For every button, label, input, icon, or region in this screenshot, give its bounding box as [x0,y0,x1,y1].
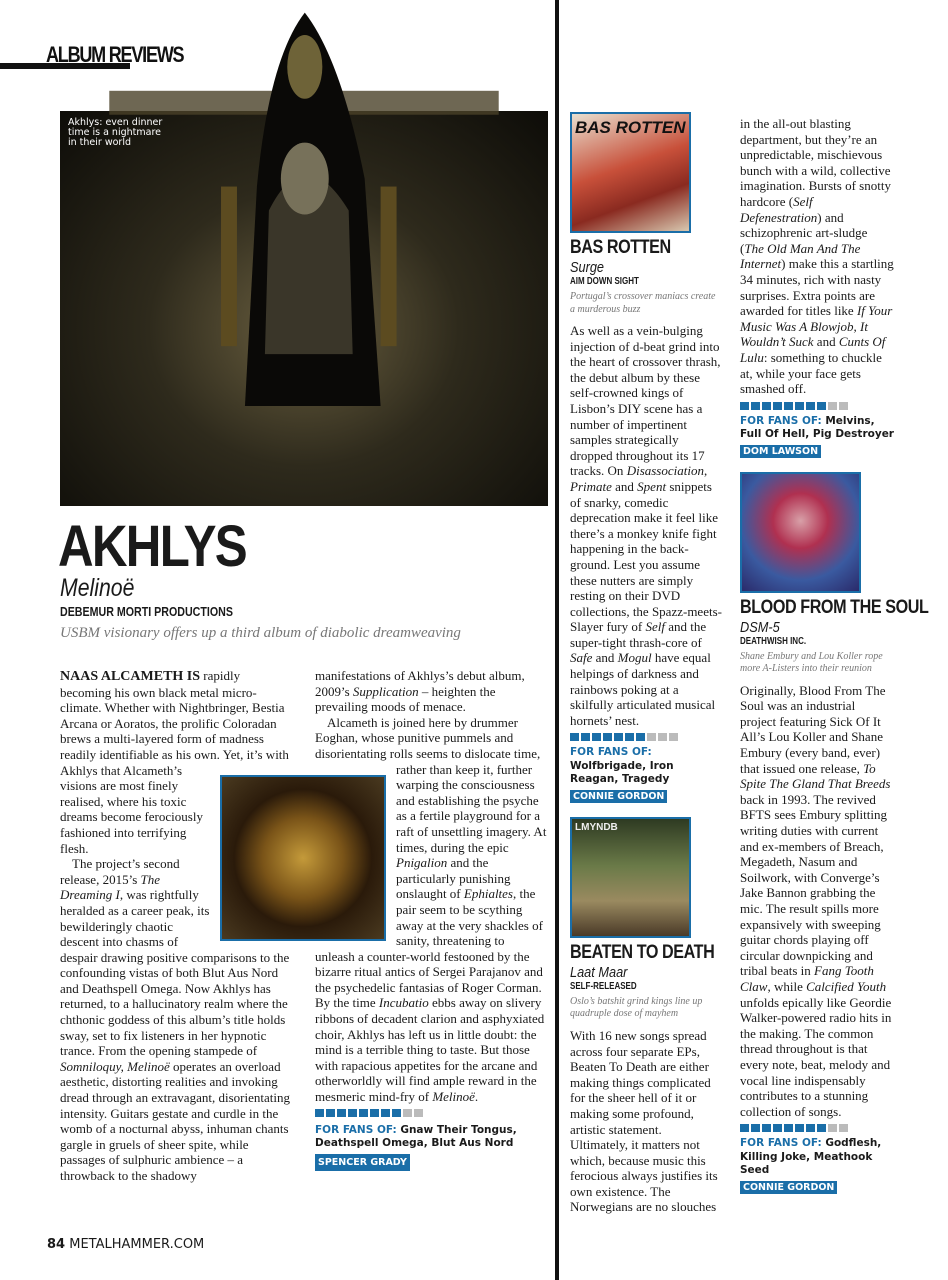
rating-block-filled [806,1124,815,1132]
review-standfirst: Shane Embury and Lou Koller rope more A-Listers into their reunion [740,650,883,675]
italic-title: Self [645,619,665,635]
rating-block-filled [359,1109,368,1117]
review-band-name: BAS ROTTEN [570,237,671,258]
rating-block-filled [326,1109,335,1117]
beaten-to-death-cover [570,817,691,938]
italic-title: Somniloquy, Melinoë [60,1058,170,1074]
rating-block-filled [381,1109,390,1117]
for-fans-of: FOR FANS OF: Godflesh, Killing Joke, Meathook Seed [740,1137,882,1177]
italic-title: If Your Music Was A Blowjob, It Wouldn’t Suck [740,303,893,350]
italic-title: Ephialtes [463,886,513,902]
rating-block-filled [795,402,804,410]
italic-title: Cunts Of Lulu [740,334,886,365]
reviewer-byline: CONNIE GORDON [740,1181,837,1194]
review-paragraph: As well as a vein-bulging injection of d-beat grind into the heart of crossover thrash, the debut album by these self-crowned kings of Lisbon’s DIY scene has a number of impertinent samples strategically dropped throughout its 17 tracks. On Disassociation, Primate and Spent snippets of snarky, comedic deprecation make it feel like there’s a monkey knife fight happening in the back-ground. Lest you assume these nutters are simply resting on their DVD collections, the Spazz-meets-Slayer fury of Self and the super-tight thrash-core of Safe and Mogul have equal helpings of darkness and rainbows poking at a skilfully articulated musical hornets’ nest. [570,323,722,728]
review-band-name: BEATEN TO DEATH [570,941,715,963]
review-album-title: DSM-5 [740,618,780,636]
rating-block-filled [348,1109,357,1117]
review-paragraph: With 16 new songs spread across four separate EPs, Beaten To Death are either making things complicated for the sheer hell of it or making some profound, artistic statement. Ultimately, it matters not which, because music this ferocious always justifies its own existence. The Norwegians are no slouches [570,1027,718,1215]
rating-block-filled [773,402,782,410]
section-title: ALBUM REVIEWS [46,42,184,67]
reviewer-byline: SPENCER GRADY [315,1154,410,1172]
italic-title: Pnigalion [396,855,448,871]
review-album-title: Laat Maar [570,963,628,981]
review-paragraph: in the all-out blasting department, but they’re an unpredictable, mischievous bunch with a wild, collective imagination. Bursts of snotty hardcore (Self Defenestration) and schizophrenic art-sludge (The Old Man And The Internet) make this a startling 34 minutes, rich with nasty surprises. Extra points are awarded for titles like If Your Music Was A Blowjob, It Wouldn’t Suck and Cunts Of Lulu: something to chuckle at, while your face gets smashed off. [740,116,894,397]
for-fans-of: FOR FANS OF: Gnaw Their Tongus, Deathspell Omega, Blut Aus Nord [315,1123,517,1150]
review-band-name: AKHLYS [58,514,246,579]
rating-block-filled [762,1124,771,1132]
review-album-title: Surge [570,259,605,276]
rating-block-empty [669,733,678,741]
rating-block-empty [403,1109,412,1117]
review-body-column-2 [315,668,547,1171]
review-record-label: AIM DOWN SIGHT [570,276,639,287]
italic-title: Calcified Youth [806,978,887,994]
rating-bar [740,1124,848,1132]
rating-block-filled [762,402,771,410]
review-paragraph: The project’s second release, 2015’s The Dreaming I, was rightfully heralded as a career peak, its bewilderingly chaotic descent into chasms of despair drawing positive comparisons to the confounding vistas of both Blut Aus Nord and Deathspell Omega. Now Akhlys has returned, to a hallucinatory realm where the chthonic goddess of this album’s title holds sway, set to fix listeners in her hypnotic trance. From the opening stampede of Somniloquy, Melinoë operates an overload aesthetic, distorting realities and invoking dread through an extravagant, disorientating intensity. Guitars gestate and curdle in the womb of a nocturnal abyss, inhuman chants gargle in gruels of sheer spite, while passages of sulphuric ambience – a throwback to the shadowy [60,856,290,1183]
for-fans-of: FOR FANS OF: Wolfbrigade, Iron Reagan, Tragedy [570,746,674,786]
rating-block-filled [337,1109,346,1117]
cover-lettering: LMYNDB [575,821,618,833]
rating-block-filled [581,733,590,741]
italic-title: The Old Man And The Internet [740,240,861,272]
review-record-label: SELF-RELEASED [570,980,637,992]
review-paragraph: Originally, Blood From The Soul was an industrial project featuring Sick Of It All’s Lou Koller and Shane Embury (every band, ever) that issued one release, To Spite The Gland That Breeds back in 1993. The revived BFTS sees Embury splitting writing duties with current and ex-members of Breach, Megadeth, Nasum and Soilwork, with Converge’s Jake Bannon grabbing the mic. The result spills more expansively with sweeping guitar chords playing off circular downpicking and tribal beats in Fang Tooth Claw, while Calcified Youth unfolds epically like Geordie Walker-powered radio hits in the making. The common thread throughout is that every note, beat, melody and vocal line indispensably contributes to a stunning collection of songs. [740,682,892,1119]
paragraph-text: rapidly becoming his own black metal micro-climate. Whether with Nightbringer, Bestia Arcana or Aoratos, the prolific Coloradan brews a multi-layered form of madness readily identifiable as his own. Yet, it’s with Akhlys that Alcameth’s visions are most finely realised, where his toxic dreams become ferociously fashioned into terrifying flesh. [60,668,289,856]
rating-bar [570,733,678,741]
rating-block-filled [740,1124,749,1132]
rating-block-filled [784,402,793,410]
rating-block-empty [414,1109,423,1117]
page-footer [47,1237,204,1252]
review-paragraph: Alcameth is joined here by drummer Eoghan, whose punitive pummels and disorientating rolls seems to dislocate time, rather than keep it, further warping the consciousness and establishing the psyche as a fertile playground for a raft of unsettling imagery. At times, during the epic Pnigalion and the particularly punishing onslaught of Ephialtes, the pair seem to be scything away at the very shackles of sanity, threatening to unleash a counter-world festooned by the bizarre ritual antics of Sergei Parajanov and the psychedelic fantasias of Roger Corman. By the time Incubatio ebbs away on slivery ribbons of decadent clarion and asphyxiated choir, Akhlys has left us in little doubt: the mind is a terrible thing to taste. But those with rapacious appetites for the arcane and otherworldly will find ample reward in the mesmeric mind-fry of Melinoë. [315,714,547,1105]
italic-title: Fang Tooth Claw [740,963,874,994]
rating-block-filled [806,402,815,410]
rating-block-filled [817,1124,826,1132]
italic-title: Safe [570,650,593,666]
rating-block-empty [828,1124,837,1132]
rating-block-filled [795,1124,804,1132]
rating-block-empty [647,733,656,741]
bas-rotten-cover [570,112,691,233]
rating-block-filled [592,733,601,741]
rating-block-empty [828,402,837,410]
rating-block-empty [839,1124,848,1132]
rating-block-filled [570,733,579,741]
rating-block-filled [370,1109,379,1117]
italic-title: Mogul [617,650,652,666]
review-standfirst: USBM visionary offers up a third album of diabolic dreamweaving [60,625,461,641]
italic-title: Disassociation [626,463,704,479]
rating-block-filled [392,1109,401,1117]
italic-title: To Spite The Gland That Breeds [740,760,891,792]
rating-block-filled [784,1124,793,1132]
lead-in: NAAS ALCAMETH IS [60,669,201,684]
cover-lettering: BAS ROTTEN [575,118,686,137]
italic-title: Spent [637,478,667,494]
site-url: METALHAMMER.COM [69,1237,205,1252]
review-standfirst: Oslo’s batshit grind kings line up quadruple dose of mayhem [570,995,703,1020]
reviewer-byline: CONNIE GORDON [570,790,667,803]
rating-bar [315,1109,547,1117]
review-standfirst: Portugal’s crossover maniacs create a murderous buzz [570,291,716,315]
rating-block-empty [658,733,667,741]
rating-block-filled [625,733,634,741]
review-band-name: BLOOD FROM THE SOUL [740,596,929,618]
review-album-title: Melinoë [60,574,135,602]
for-fans-of: FOR FANS OF: Melvins, Full Of Hell, Pig Destroyer [740,414,894,441]
italic-title: Self Defenestration [740,193,818,225]
page-number: 84 [47,1237,66,1252]
rating-block-filled [773,1124,782,1132]
rating-block-filled [751,1124,760,1132]
rating-bar [740,402,848,410]
italic-title: Melinoë [432,1089,475,1105]
italic-title: The Dreaming I [60,871,161,903]
blood-from-the-soul-cover [740,472,861,593]
right-column-2 [740,116,929,1194]
review-record-label: DEATHWISH INC. [740,635,807,647]
reviewer-byline: DOM LAWSON [740,445,821,458]
italic-title: Supplication [352,683,419,699]
italic-title: Incubatio [378,995,429,1011]
italic-title: Primate [570,478,612,494]
rating-block-empty [839,402,848,410]
akhlys-band-photo [60,111,548,506]
rating-block-filled [751,402,760,410]
right-column-1 [570,112,722,1215]
rating-block-filled [817,402,826,410]
rating-block-filled [636,733,645,741]
column-divider [555,0,559,1280]
review-record-label: DEBEMUR MORTI PRODUCTIONS [60,604,233,619]
photo-caption: Akhlys: even dinner time is a nightmare in their world [68,117,163,148]
rating-block-filled [614,733,623,741]
rating-block-filled [740,402,749,410]
review-paragraph: manifestations of Akhlys’s debut album, 2009’s Supplication – heighten the prevailing moods of menace. [315,668,525,715]
rating-block-filled [315,1109,324,1117]
rating-block-filled [603,733,612,741]
